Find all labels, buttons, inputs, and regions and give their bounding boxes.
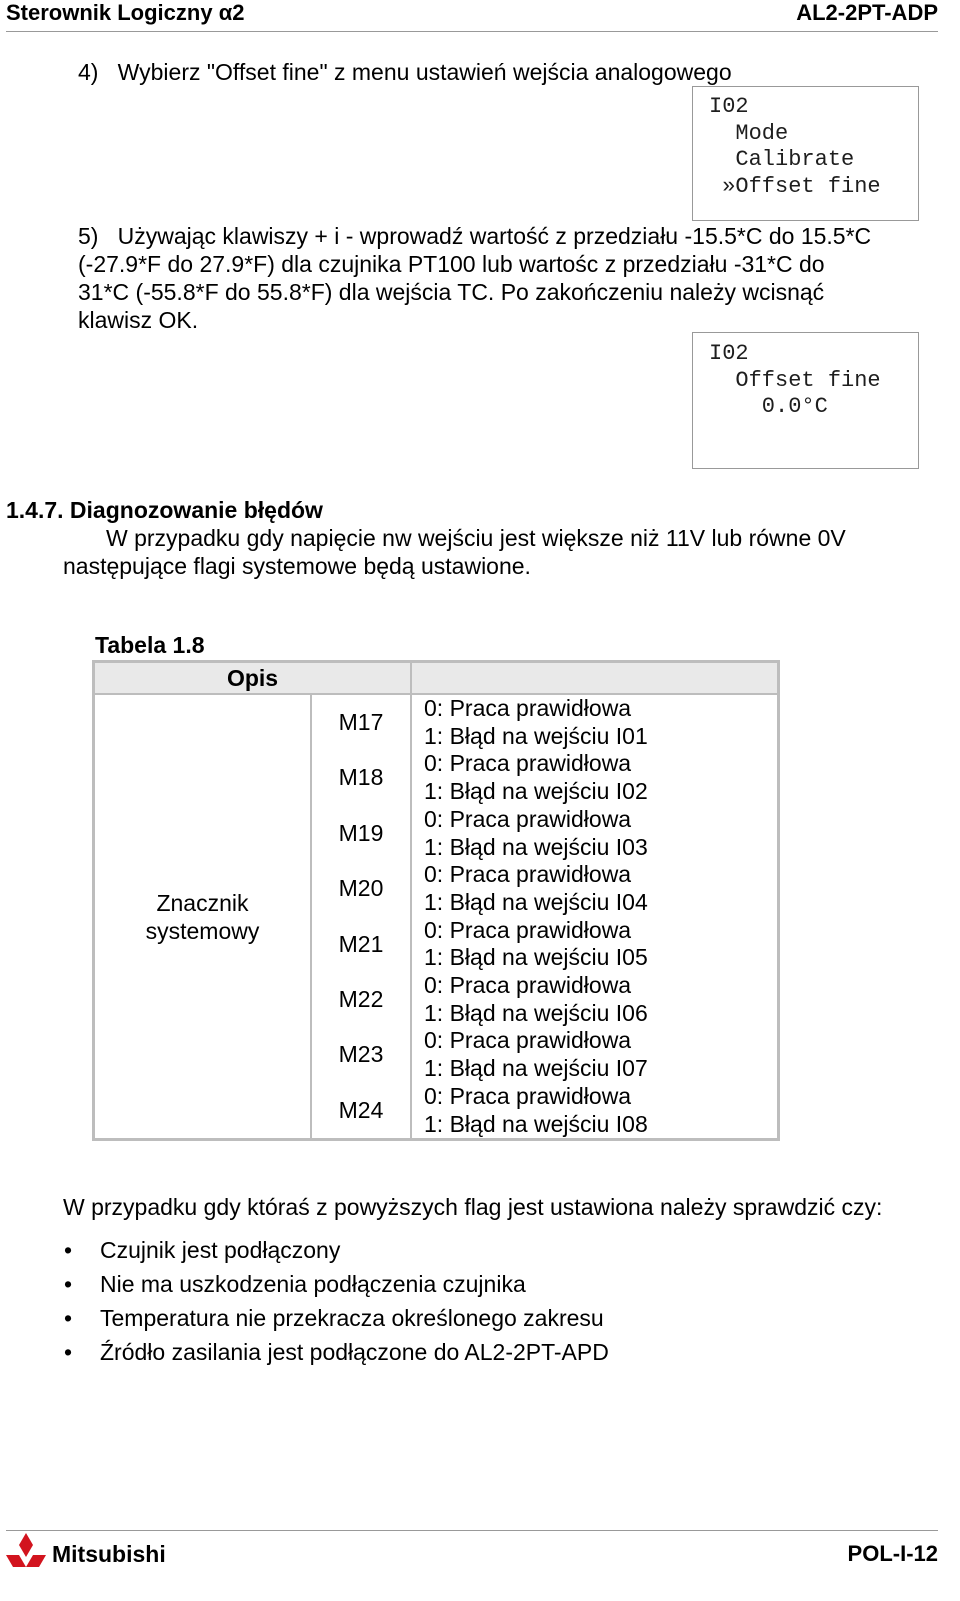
list-item [62, 1337, 609, 1371]
lcd-display-offset [692, 332, 919, 469]
section-intro-line2: następujące flagi systemowe będą ustawione. [63, 553, 531, 579]
flag-desc: 0: Praca prawidłowa [424, 861, 632, 888]
bullet-icon: • [64, 1305, 73, 1331]
flag-desc: 1: Błąd na wejściu I01 [424, 722, 648, 749]
description-column [411, 694, 778, 1139]
list-item-text: Czujnik jest podłączony [100, 1237, 341, 1263]
table-header-empty [411, 662, 778, 694]
flag-id: M21 [338, 930, 384, 957]
header-divider [6, 31, 938, 32]
flag-desc: 0: Praca prawidłowa [424, 916, 632, 943]
flag-desc: 1: Błąd na wejściu I03 [424, 833, 648, 860]
list-item-text: Źródło zasilania jest podłączone do AL2-2PT-APD [100, 1339, 609, 1365]
lcd-line: Offset fine [709, 368, 881, 393]
list-item-text: Nie ma uszkodzenia podłączenia czujnika [100, 1271, 526, 1297]
lcd-display-menu [692, 86, 919, 221]
step-5-text [78, 222, 871, 334]
list-item [62, 1303, 609, 1337]
table-row [94, 694, 778, 1139]
list-item-text: Temperatura nie przekracza określonego zakresu [100, 1305, 604, 1331]
lcd-line: 0.0°C [709, 394, 828, 419]
lcd-line: Calibrate [709, 147, 855, 172]
flag-desc: 0: Praca prawidłowa [424, 972, 632, 999]
label-line: Znacznik [156, 889, 249, 916]
flag-desc: 0: Praca prawidłowa [424, 1027, 632, 1054]
step-5-line: 31*C (-55.8*F do 55.8*F) dla wejścia TC. Po zakończeniu należy wcisnąć [78, 279, 825, 305]
footer-divider [6, 1530, 938, 1531]
check-list [62, 1235, 609, 1371]
step-5-line: 5) Używając klawiszy + i - wprowadź wartość z przedziału -15.5*C do 15.5*C [78, 223, 872, 249]
label-line: systemowy [145, 917, 260, 944]
bullet-icon: • [64, 1271, 73, 1297]
footer-brand [6, 1532, 166, 1568]
step-4-text: 4) Wybierz "Offset fine" z menu ustawień wejścia analogowego [78, 59, 732, 85]
lcd-line: Mode [709, 121, 789, 146]
flag-id: M17 [338, 709, 384, 736]
flag-id: M23 [338, 1041, 384, 1068]
table-header-opis: Opis [94, 662, 411, 694]
flag-desc: 0: Praca prawidłowa [424, 695, 632, 721]
flag-desc: 1: Błąd na wejściu I07 [424, 1055, 648, 1082]
flag-desc: 1: Błąd na wejściu I06 [424, 999, 648, 1026]
check-intro: W przypadku gdy któraś z powyższych flag jest ustawiona należy sprawdzić czy: [63, 1194, 883, 1220]
flag-desc: 0: Praca prawidłowa [424, 805, 632, 832]
flag-desc: 0: Praca prawidłowa [424, 1082, 632, 1109]
header-model: AL2-2PT-ADP [796, 0, 938, 25]
step-5-line: (-27.9*F do 27.9*F) dla czujnika PT100 lub wartośc z przedziału -31*C do [78, 251, 825, 277]
table-caption: Tabela 1.8 [95, 632, 205, 658]
header-title: Sterownik Logiczny α2 [6, 0, 245, 25]
flag-desc: 1: Błąd na wejściu I05 [424, 944, 648, 971]
flag-desc: 0: Praca prawidłowa [424, 750, 632, 777]
system-flags-table [92, 660, 780, 1141]
page-number: POL-I-12 [847, 1541, 938, 1566]
footer-brand-name: Mitsubishi [52, 1541, 166, 1567]
system-flag-label [94, 694, 311, 1139]
mitsubishi-logo-icon [6, 1532, 46, 1568]
flag-column [311, 694, 411, 1139]
step-5-line: klawisz OK. [78, 307, 199, 333]
lcd-line: I02 [709, 94, 749, 119]
flag-id: M18 [338, 764, 384, 791]
flag-desc: 1: Błąd na wejściu I08 [424, 1110, 648, 1137]
flag-desc: 1: Błąd na wejściu I04 [424, 888, 648, 915]
lcd-line-selected: »Offset fine [709, 174, 881, 199]
flag-id: M19 [338, 819, 384, 846]
section-title: 1.4.7. Diagnozowanie błędów [6, 497, 323, 523]
flag-id: M20 [338, 875, 384, 902]
flag-desc: 1: Błąd na wejściu I02 [424, 778, 648, 805]
lcd-line: I02 [709, 341, 749, 366]
section-intro-line1: W przypadku gdy napięcie nw wejściu jest większe niż 11V lub równe 0V [106, 525, 846, 551]
flag-id: M24 [338, 1096, 384, 1123]
flag-id: M22 [338, 986, 384, 1013]
bullet-icon: • [64, 1237, 73, 1263]
bullet-icon: • [64, 1339, 73, 1365]
list-item [62, 1269, 609, 1303]
list-item [62, 1235, 609, 1269]
